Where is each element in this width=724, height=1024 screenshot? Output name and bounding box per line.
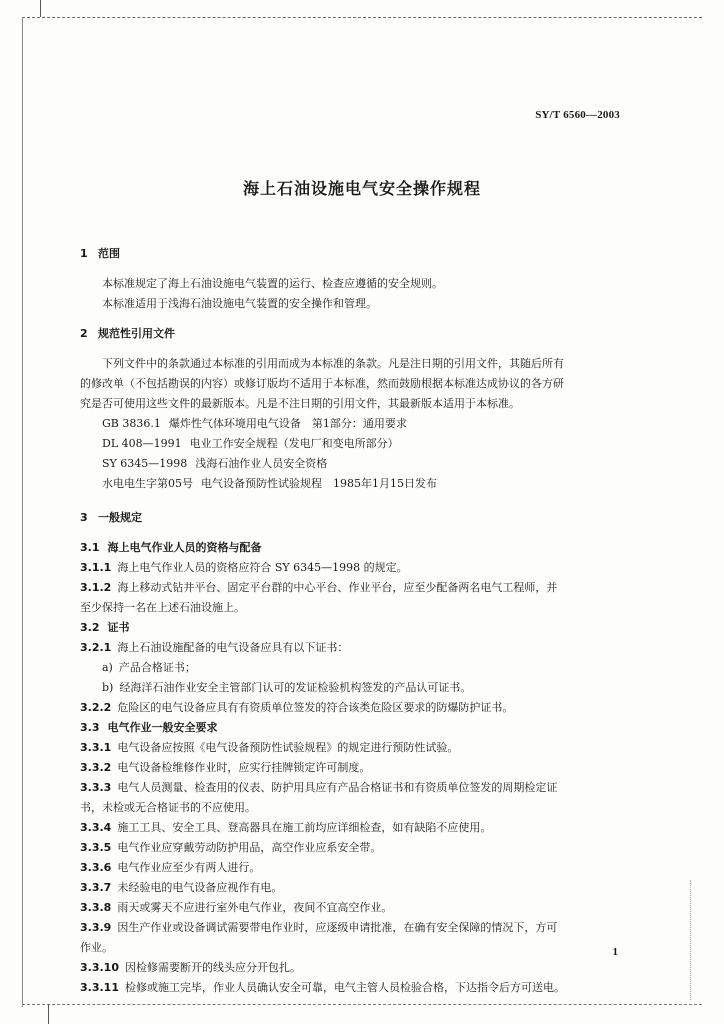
clause-text: 未经验电的电气设备应视作有电。 bbox=[117, 881, 283, 894]
paragraph: 下列文件中的条款通过本标准的引用而成为本标准的条款。凡是注日期的引用文件，其随后所有 bbox=[102, 357, 564, 370]
subsection-heading bbox=[80, 618, 626, 638]
clause-text: 因生产作业或设备调试需要带电作业时，应逐级申请批准，在确有安全保障的情况下，方可 bbox=[117, 921, 558, 934]
clause-text: 海上石油设施配备的电气设备应具有以下证书： bbox=[117, 641, 349, 654]
clause-number: 3.2.1 bbox=[80, 641, 112, 654]
scan-border-left bbox=[22, 17, 23, 1007]
section-title: 范围 bbox=[98, 247, 120, 260]
clause-number: 3.2.2 bbox=[80, 701, 112, 714]
standard-code: SY/T 6560—2003 bbox=[535, 109, 620, 121]
clause-number: 3.3.1 bbox=[80, 741, 112, 754]
clause-number: 3.3.9 bbox=[80, 921, 112, 934]
clause bbox=[80, 978, 626, 998]
subsection-number: 3.2 bbox=[80, 621, 100, 634]
scan-crop-mark-top bbox=[40, 0, 41, 17]
list-item bbox=[102, 658, 626, 678]
reference-title: 浅海石油作业人员安全资格 bbox=[195, 457, 328, 470]
section-number: 2 bbox=[80, 327, 88, 340]
clause-text: 电气人员测量、检查用的仪表、防护用具应有产品合格证书和有资质单位签发的周期检定证 bbox=[117, 781, 558, 794]
clause bbox=[80, 698, 626, 718]
clause-text: 电气作业应穿戴劳动防护用品，高空作业应系安全带。 bbox=[117, 841, 382, 854]
clause bbox=[80, 738, 626, 758]
clause bbox=[80, 958, 626, 978]
clause bbox=[80, 918, 626, 938]
clause-number: 3.3.6 bbox=[80, 861, 112, 874]
page-number: 1 bbox=[612, 946, 618, 958]
list-label: b) bbox=[102, 681, 114, 694]
list-item bbox=[102, 678, 626, 698]
reference-title: 电业工作安全规程（发电厂和变电所部分） bbox=[189, 437, 399, 450]
clause-number: 3.3.3 bbox=[80, 781, 112, 794]
subsection-heading bbox=[80, 538, 626, 558]
clause-continuation: 作业。 bbox=[80, 941, 113, 954]
document-title: 海上石油设施电气安全操作规程 bbox=[242, 179, 481, 198]
clause bbox=[80, 818, 626, 838]
clause-number: 3.1.2 bbox=[80, 581, 112, 594]
clause-number: 3.3.5 bbox=[80, 841, 112, 854]
subsection-title: 电气作业一般安全要求 bbox=[107, 721, 218, 734]
clause bbox=[80, 858, 626, 878]
document-body bbox=[80, 244, 626, 998]
clause-number: 3.3.4 bbox=[80, 821, 112, 834]
clause bbox=[80, 578, 626, 598]
paragraph: 本标准规定了海上石油设施电气装置的运行、检查应遵循的安全规则。 bbox=[102, 277, 443, 290]
clause-number: 3.3.2 bbox=[80, 761, 112, 774]
reference-code: DL 408—1991 bbox=[102, 437, 182, 450]
subsection-number: 3.3 bbox=[80, 721, 100, 734]
clause bbox=[80, 838, 626, 858]
reference-title: 爆炸性气体环境用电气设备 第1部分：通用要求 bbox=[168, 417, 407, 430]
clause-number: 3.3.8 bbox=[80, 901, 112, 914]
reference-title: 电气设备预防性试验规程 1985年1月15日发布 bbox=[201, 477, 437, 490]
subsection-number: 3.1 bbox=[80, 541, 100, 554]
clause-text: 因检修需要断开的线头应分开包扎。 bbox=[124, 961, 301, 974]
clause bbox=[80, 758, 626, 778]
clause-number: 3.3.7 bbox=[80, 881, 112, 894]
section-number: 3 bbox=[80, 511, 88, 524]
clause-text: 电气设备检维修作业时，应实行挂牌锁定许可制度。 bbox=[117, 761, 371, 774]
reference-code: GB 3836.1 bbox=[102, 417, 161, 430]
clause-text: 电气作业应至少有两人进行。 bbox=[117, 861, 261, 874]
clause-continuation: 至少保持一名在上述石油设施上。 bbox=[80, 601, 245, 614]
clause-text: 检修或施工完毕，作业人员确认安全可靠，电气主管人员检验合格，下达指令后方可送电。 bbox=[124, 981, 565, 994]
section-heading-scope bbox=[80, 244, 626, 264]
subsection-title: 海上电气作业人员的资格与配备 bbox=[107, 541, 262, 554]
clause bbox=[80, 878, 626, 898]
section-heading-general-provisions bbox=[80, 508, 626, 528]
paragraph-continuation: 的修改单（不包括勘误的内容）或修订版均不适用于本标准，然而鼓励根据本标准达成协议的各方研 bbox=[80, 377, 564, 390]
scan-border-bottom bbox=[22, 1004, 702, 1005]
list-text: 经海洋石油作业安全主管部门认可的发证检验机构签发的产品认可证书。 bbox=[119, 681, 472, 694]
section-title: 规范性引用文件 bbox=[98, 327, 175, 340]
reference-item bbox=[102, 454, 626, 474]
paragraph: 本标准适用于浅海石油设施电气装置的安全操作和管理。 bbox=[102, 297, 377, 310]
clause-text: 雨天或雾天不应进行室外电气作业，夜间不宜高空作业。 bbox=[117, 901, 393, 914]
reference-code: SY 6345—1998 bbox=[102, 457, 188, 470]
list-label: a) bbox=[102, 661, 113, 674]
reference-item bbox=[102, 414, 626, 434]
reference-item bbox=[102, 474, 626, 494]
clause-text: 海上电气作业人员的资格应符合 SY 6345—1998 的规定。 bbox=[117, 561, 408, 574]
scan-edge-right bbox=[690, 880, 691, 1000]
paragraph-continuation: 究是否可使用这些文件的最新版本。凡是不注日期的引用文件，其最新版本适用于本标准。 bbox=[80, 397, 520, 410]
clause-text: 危险区的电气设备应具有有资质单位签发的符合该类危险区要求的防爆防护证书。 bbox=[117, 701, 514, 714]
scan-border-top bbox=[22, 17, 702, 18]
section-number: 1 bbox=[80, 247, 88, 260]
clause-text: 电气设备应按照《电气设备预防性试验规程》的规定进行预防性试验。 bbox=[117, 741, 459, 754]
clause bbox=[80, 558, 626, 578]
reference-code: 水电电生字第05号 bbox=[102, 477, 193, 490]
clause-text: 海上移动式钻井平台、固定平台群的中心平台、作业平台，应至少配备两名电气工程师，并 bbox=[117, 581, 558, 594]
section-heading-normative-references bbox=[80, 324, 626, 344]
reference-item bbox=[102, 434, 626, 454]
clause-number: 3.3.11 bbox=[80, 981, 119, 994]
subsection-heading bbox=[80, 718, 626, 738]
clause bbox=[80, 638, 626, 658]
section-title: 一般规定 bbox=[98, 511, 142, 524]
clause-continuation: 书，未检或无合格证书的不应使用。 bbox=[80, 801, 256, 814]
clause bbox=[80, 898, 626, 918]
clause-text: 施工工具、安全工具、登高器具在施工前均应详细检查，如有缺陷不应使用。 bbox=[117, 821, 492, 834]
scan-crop-mark-bottom bbox=[48, 1004, 49, 1024]
list-text: 产品合格证书； bbox=[118, 661, 196, 674]
clause bbox=[80, 778, 626, 798]
clause-number: 3.3.10 bbox=[80, 961, 119, 974]
subsection-title: 证书 bbox=[107, 621, 130, 634]
clause-number: 3.1.1 bbox=[80, 561, 112, 574]
